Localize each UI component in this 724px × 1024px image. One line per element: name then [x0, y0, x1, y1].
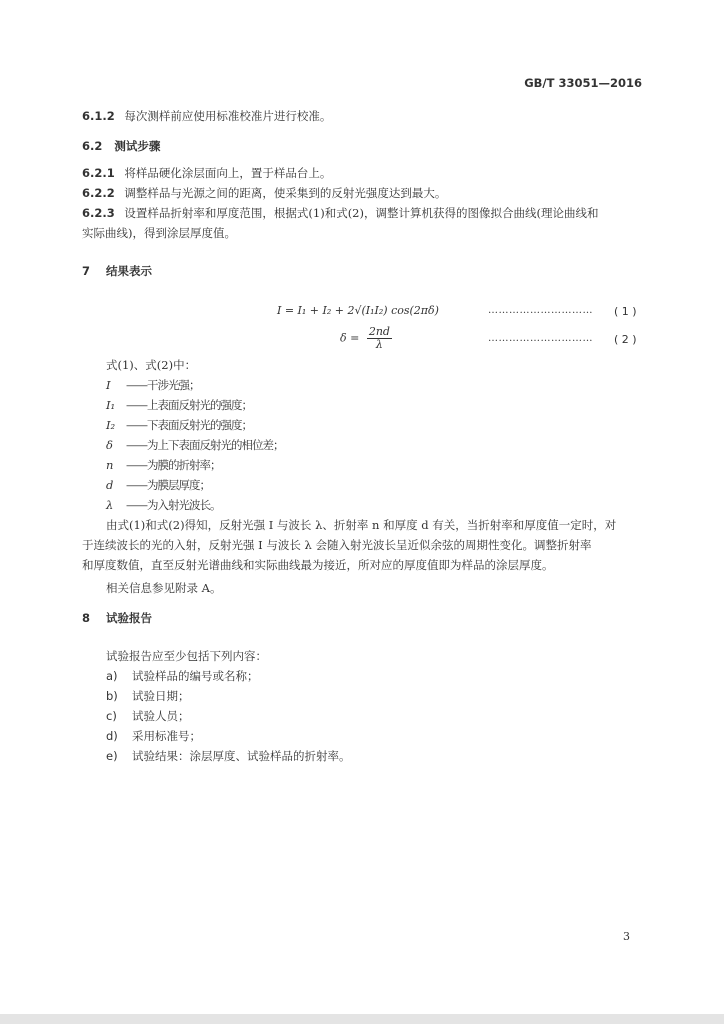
section-8-heading [82, 610, 152, 626]
clause-6-2-2 [82, 185, 446, 201]
section-7-heading [82, 263, 152, 279]
page-number: 3 [623, 930, 630, 943]
clause-6-2-3-cont: 实际曲线)，得到涂层厚度值。 [82, 226, 236, 240]
equation-2-leader: ………………………… [488, 333, 593, 344]
standard-code: GB/T 33051—2016 [524, 76, 642, 90]
equation-1-leader: ………………………… [488, 305, 593, 316]
paragraph-line: 于连续波长的光的入射，反射光强 I 与波长 λ 会随入射光波长呈近似余弦的周期性变化。调整折射率 [82, 538, 592, 552]
clause-6-2-1 [82, 165, 331, 181]
report-item: b) 试验日期； [106, 689, 190, 703]
equation-2-fraction [367, 326, 392, 351]
clause-text: 将样品硬化涂层面向上，置于样品台上。 [124, 166, 332, 180]
where-item: I₁ ——上表面反射光的强度； [106, 398, 252, 412]
where-item: I₂ ——下表面反射光的强度； [106, 418, 252, 432]
section-title: 测试步骤 [114, 139, 161, 153]
equation-2-numerator: 2nd [368, 325, 390, 338]
where-item: δ ——为上下表面反射光的相位差； [106, 438, 284, 452]
paragraph-annex-ref: 相关信息参见附录 A。 [106, 581, 222, 595]
where-intro: 式(1)、式(2)中： [106, 358, 197, 372]
section-title: 结果表示 [106, 264, 153, 278]
clause-number: 6.1.2 [82, 109, 115, 123]
equation-2-lhs: δ = [340, 331, 360, 345]
clause-number: 6.2.3 [82, 206, 115, 220]
paragraph-line: 和厚度数值，直至反射光谱曲线和实际曲线最为接近，所对应的厚度值即为样品的涂层厚度。 [82, 558, 554, 572]
section-number: 8 [82, 611, 91, 625]
where-item: I ——干涉光强； [106, 378, 200, 392]
clause-text: 调整样品与光源之间的距离，使采集到的反射光强度达到最大。 [124, 186, 447, 200]
report-item: c) 试验人员； [106, 709, 190, 723]
clause-number: 6.2.2 [82, 186, 115, 200]
equation-2-number: ( 2 ) [614, 333, 637, 346]
clause-text: 每次测样前应使用标准校准片进行校准。 [124, 109, 332, 123]
clause-number: 6.2.1 [82, 166, 115, 180]
report-intro: 试验报告应至少包括下列内容： [106, 649, 267, 663]
equation-1-number: ( 1 ) [614, 305, 637, 318]
equation-1: I = I₁ + I₂ + 2√(I₁I₂) cos(2πδ) [277, 304, 439, 317]
clause-text: 设置样品折射率和厚度范围，根据式(1)和式(2)，调整计算机获得的图像拟合曲线(理论曲线和 [124, 206, 599, 220]
where-item: d ——为膜层厚度； [106, 478, 210, 492]
section-number: 6.2 [82, 139, 103, 153]
clause-6-2-3 [82, 205, 598, 221]
viewer-bottom-edge [0, 1014, 724, 1024]
section-number: 7 [82, 264, 91, 278]
report-item: a) 试验样品的编号或名称； [106, 669, 259, 683]
where-item: λ ——为入射光波长。 [106, 498, 221, 512]
clause-6-1-2 [82, 108, 331, 124]
section-6-2-heading [82, 138, 160, 154]
report-item: e) 试验结果：涂层厚度、试验样品的折射率。 [106, 749, 351, 763]
where-item: n ——为膜的折射率； [106, 458, 221, 472]
equation-2 [340, 326, 392, 351]
report-item: d) 采用标准号； [106, 729, 201, 743]
section-title: 试验报告 [106, 611, 153, 625]
paragraph-line: 由式(1)和式(2)得知，反射光强 I 与波长 λ、折射率 n 和厚度 d 有关，当折射率和厚度值一定时，对 [106, 518, 617, 532]
equation-2-denominator: λ [375, 338, 383, 351]
